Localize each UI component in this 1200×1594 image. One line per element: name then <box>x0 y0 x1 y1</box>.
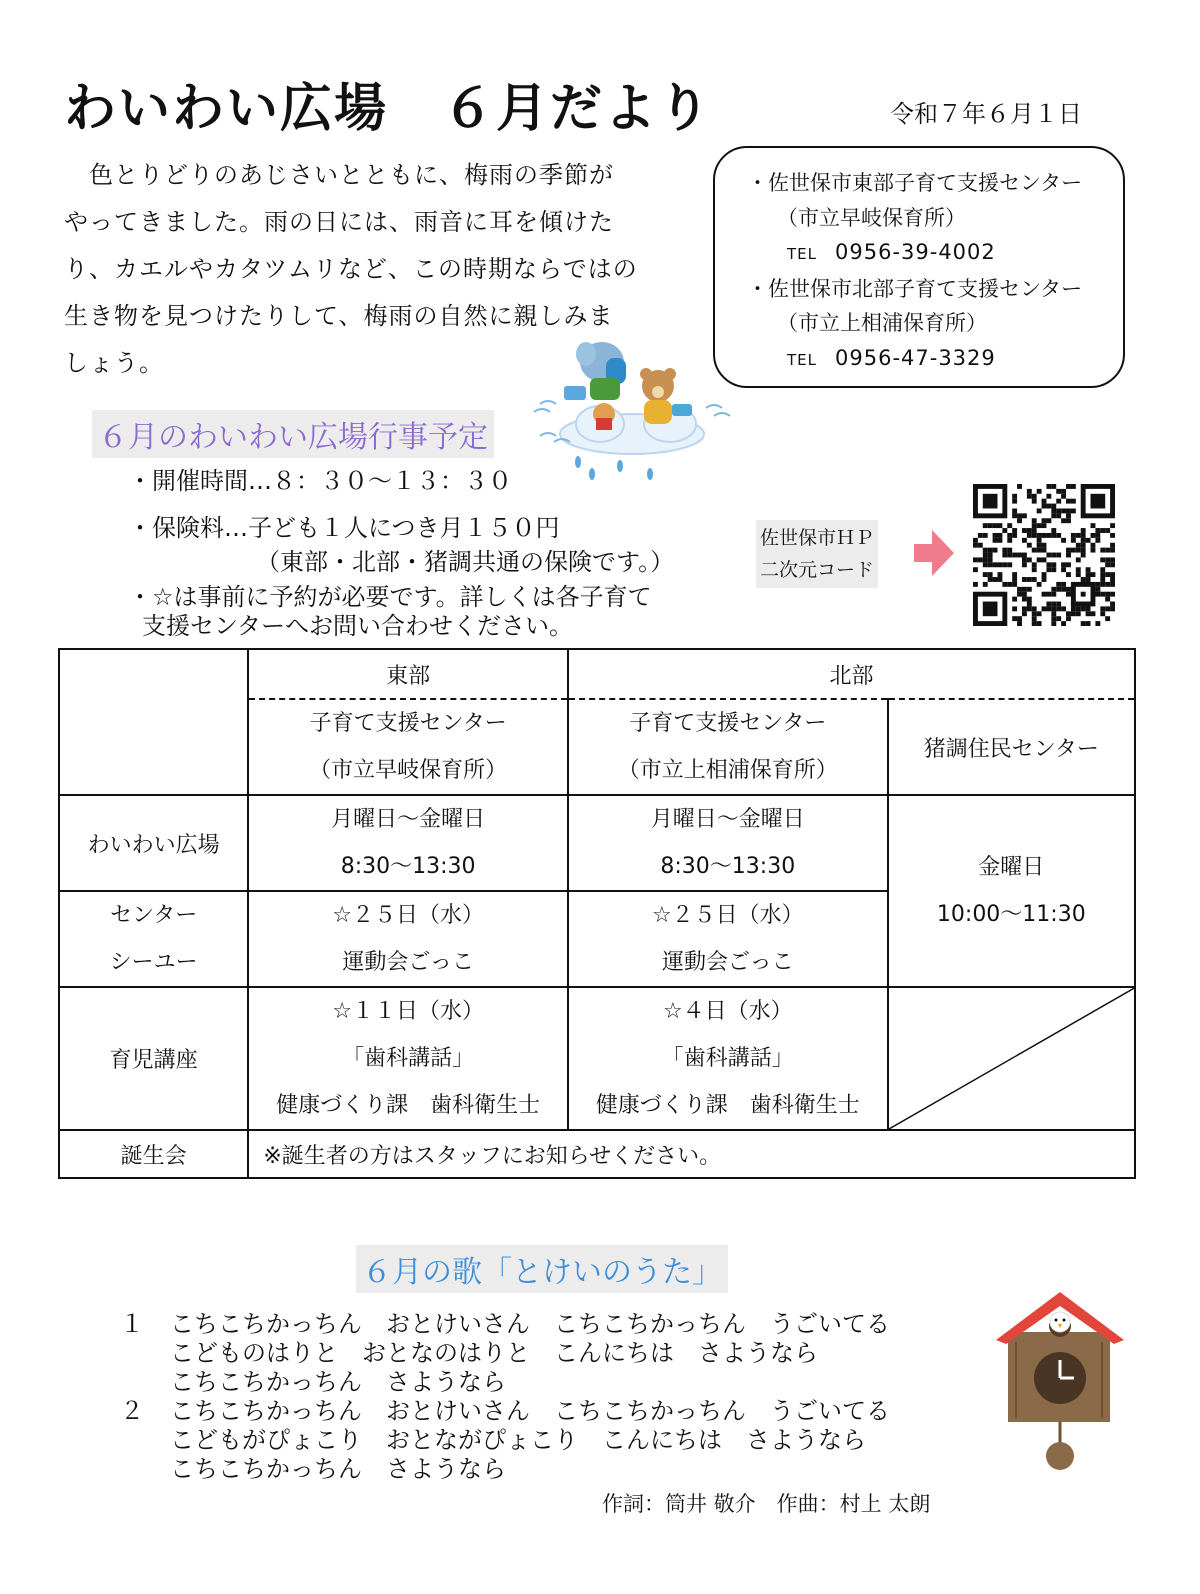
cell-line: 子育て支援センター <box>309 711 507 736</box>
intro-line: 色とりどりのあじさいとともに、梅雨の季節が <box>64 161 614 189</box>
lyric-line: こどものはりと おとなのはりと こんにちは さようなら <box>170 1339 818 1367</box>
reserve-note-1: ・☆は事前に予約が必要です。詳しくは各子育て <box>128 583 652 611</box>
cell-line: シーユー <box>109 950 198 975</box>
lyric-line: こちこちかっちん さようなら <box>170 1368 506 1396</box>
song-credit: 作詞：筒井 敬介 作曲：村上 太朗 <box>602 1492 931 1516</box>
east-center-name: ・佐世保市東部子育て支援センター <box>747 171 1083 195</box>
cell-line: 金曜日 <box>978 855 1045 880</box>
cell-line: ☆２５日（水） <box>651 903 804 928</box>
cell-line: 10:00～11:30 <box>936 902 1086 927</box>
cell-line: 健康づくり課 歯科衛生士 <box>595 1093 860 1118</box>
reserve-note-2: 支援センターへお問い合わせください。 <box>142 612 574 640</box>
contact-box <box>713 146 1125 388</box>
song-heading: ６月の歌「とけいのうた」 <box>356 1245 728 1293</box>
waiwai-north-cell <box>568 795 888 891</box>
song-lyrics <box>120 1310 890 1484</box>
north-center-name: ・佐世保市北部子育て支援センター <box>747 276 1083 301</box>
song-verse <box>120 1397 890 1484</box>
events-heading: ６月のわいわい広場行事予定 <box>92 410 494 458</box>
cell-line: 月曜日～金曜日 <box>331 807 486 832</box>
cell-line: 「歯科講話」 <box>661 1046 794 1071</box>
intro-line: り、カエルやカタツムリなど、この時期ならではの <box>64 255 638 283</box>
waiwai-east-cell <box>248 795 568 891</box>
qr-code[interactable] <box>970 484 1118 626</box>
table-corner <box>59 649 248 795</box>
east-center-cell <box>248 699 568 795</box>
lecture-north-cell <box>568 987 888 1130</box>
row-label-birthday: 誕生会 <box>59 1130 248 1178</box>
ikicho-schedule-cell <box>888 795 1135 987</box>
north-tel-number: 0956-47-3329 <box>835 345 996 370</box>
cu-east-cell <box>248 891 568 987</box>
schedule-table <box>58 648 1136 1179</box>
cell-line: 「歯科講話」 <box>342 1046 475 1071</box>
issue-date: 令和７年６月１日 <box>890 100 1082 128</box>
page-title: わいわい広場 ６月だより <box>64 79 713 139</box>
arrow-right-icon <box>914 530 954 576</box>
cell-line: 運動会ごっこ <box>342 950 474 975</box>
tel-label: TEL <box>787 350 817 369</box>
cell-line: 運動会ごっこ <box>662 950 794 975</box>
cell-line: 8:30～13:30 <box>340 854 476 879</box>
birthday-note: ※誕生者の方はスタッフにお知らせください。 <box>248 1130 1135 1178</box>
header-north: 北部 <box>568 649 1135 699</box>
north-center-cell <box>568 699 888 795</box>
east-center-tel <box>747 235 1123 272</box>
lyric-line: こちこちかっちん おとけいさん こちこちかっちん うごいてる <box>170 1397 890 1425</box>
event-notes <box>128 458 674 640</box>
cell-line: 月曜日～金曜日 <box>650 807 805 832</box>
lyric-line: こどもがぴょこり おとながぴょこり こんにちは さようなら <box>170 1426 866 1454</box>
qr-label <box>756 520 878 588</box>
fee-detail: （東部・北部・猪調共通の保険です。） <box>256 548 675 576</box>
cu-north-cell <box>568 891 888 987</box>
lyric-line: こちこちかっちん おとけいさん こちこちかっちん うごいてる <box>170 1310 890 1338</box>
row-label-waiwai: わいわい広場 <box>59 795 248 891</box>
cell-line: センター <box>110 903 198 928</box>
cell-line: 8:30～13:30 <box>660 854 796 879</box>
hours-note: ・開催時間…８：３０～１３：３０ <box>128 467 512 495</box>
cell-line: ☆２５日（水） <box>332 903 485 928</box>
row-label-cu <box>59 891 248 987</box>
intro-line: しょう。 <box>64 349 164 377</box>
cell-line: ☆１１日（水） <box>332 999 485 1024</box>
intro-line: 生き物を見つけたりして、梅雨の自然に親しみま <box>64 302 614 330</box>
row-label-lecture: 育児講座 <box>59 987 248 1130</box>
east-center-facility: （市立早岐保育所） <box>777 205 966 230</box>
ikicho-center-cell: 猪調住民センター <box>888 699 1135 795</box>
lecture-east-cell <box>248 987 568 1130</box>
header-east: 東部 <box>248 649 568 699</box>
diagonal-slash <box>889 988 1134 1129</box>
verse-lines <box>170 1397 890 1484</box>
tel-label: TEL <box>787 245 817 263</box>
song-verse <box>120 1310 890 1397</box>
cell-line: （市立上相浦保育所） <box>617 758 838 783</box>
verse-lines <box>170 1310 890 1397</box>
north-center-facility: （市立上相浦保育所） <box>777 311 987 335</box>
verse-number: ２ <box>120 1397 144 1425</box>
lecture-ikicho-empty-cell <box>888 987 1135 1130</box>
fee-note: ・保険料…子ども１人につき月１５０円 <box>128 514 560 542</box>
cell-line: 健康づくり課 歯科衛生士 <box>276 1093 541 1118</box>
verse-number: １ <box>120 1310 144 1338</box>
qr-label-line: 佐世保市ＨＰ <box>760 527 875 549</box>
intro-line: やってきました。雨の日には、雨音に耳を傾けた <box>64 208 614 236</box>
qr-label-line: 二次元コード <box>760 559 875 581</box>
cuckoo-clock-illustration <box>996 1290 1124 1480</box>
north-center-tel <box>747 341 1123 378</box>
east-tel-number: 0956-39-4002 <box>835 240 996 264</box>
cell-line: （市立早岐保育所） <box>309 758 508 783</box>
cell-line: ☆４日（水） <box>662 999 793 1024</box>
cell-line: 子育て支援センター <box>629 711 827 736</box>
lyric-line: こちこちかっちん さようなら <box>170 1455 506 1483</box>
